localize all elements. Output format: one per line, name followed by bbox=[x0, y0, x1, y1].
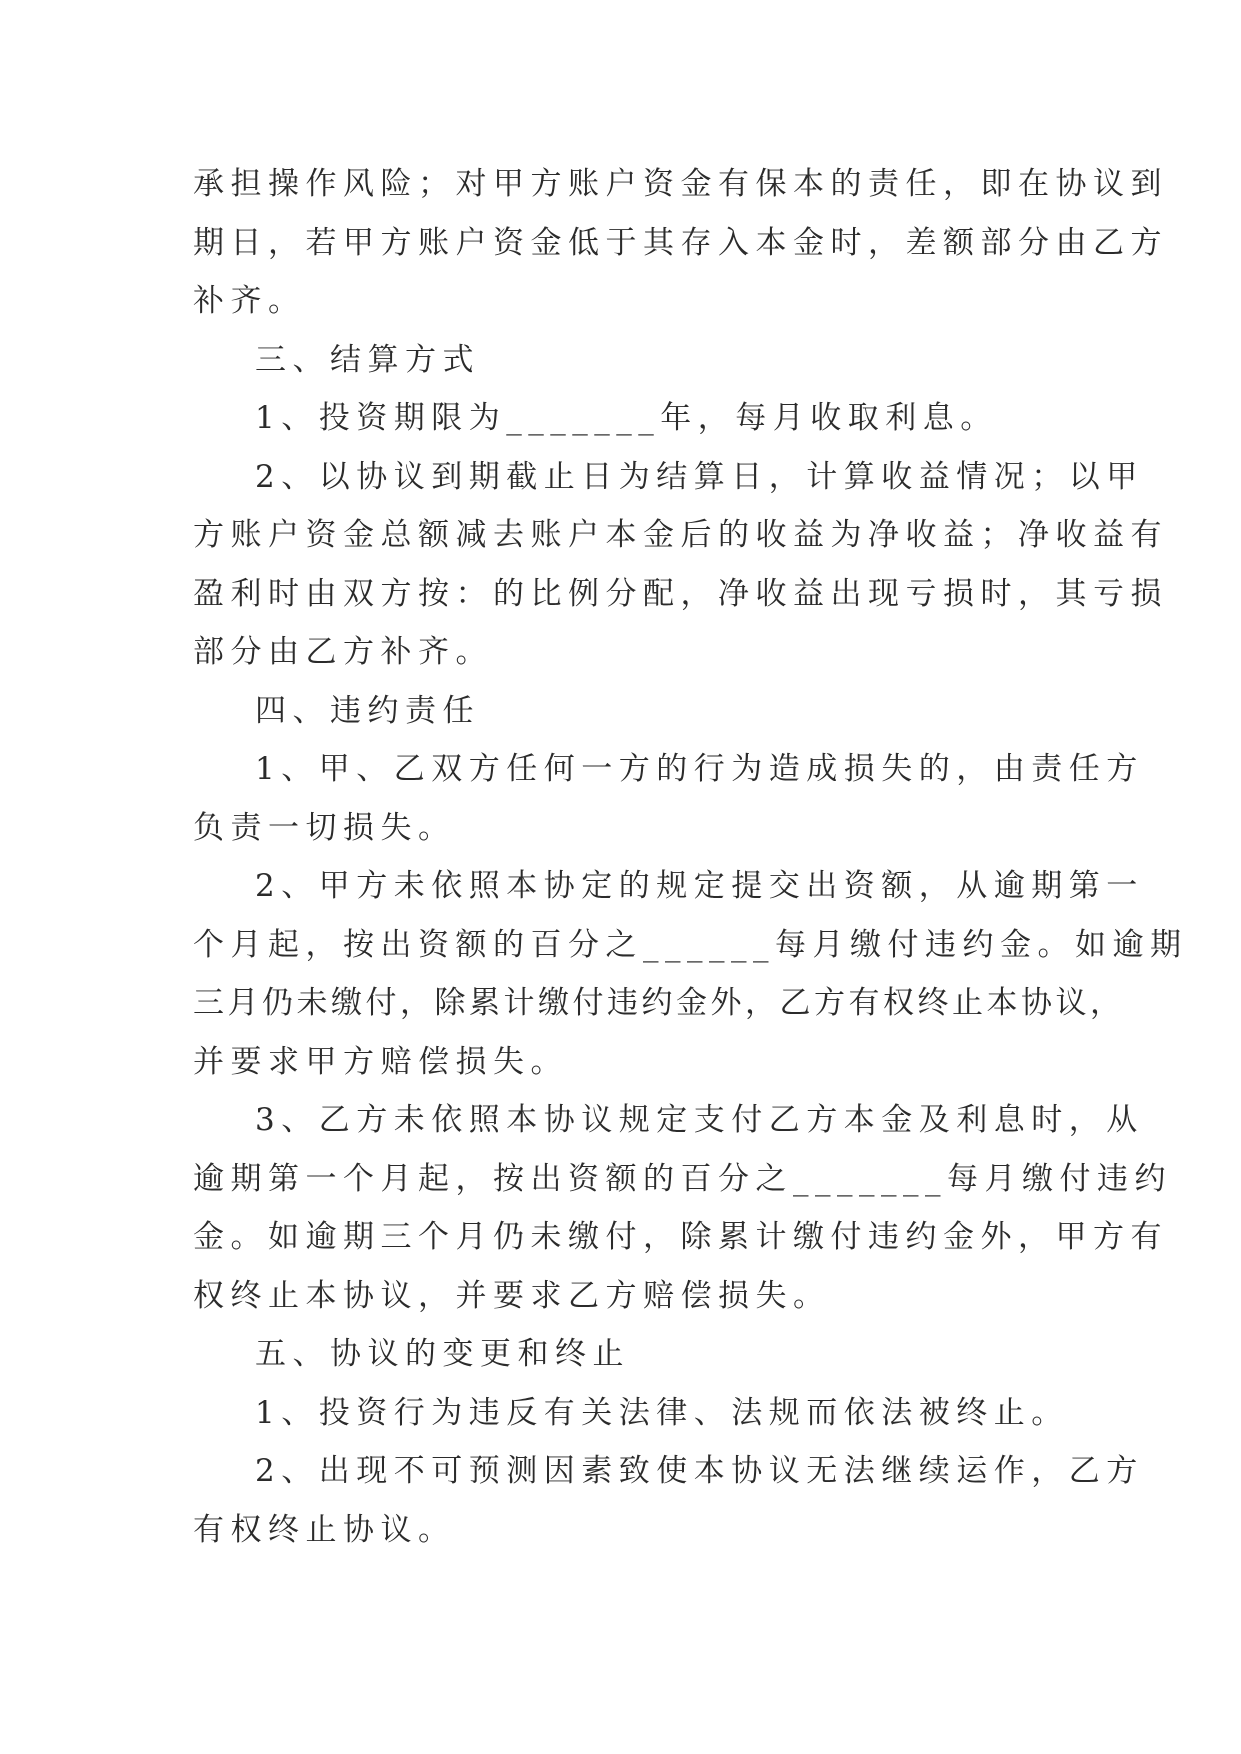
paragraph-line: 盈利时由双方按：的比例分配，净收益出现亏损时，其亏损 bbox=[193, 575, 1168, 612]
paragraph-line: 方账户资金总额减去账户本金后的收益为净收益；净收益有 bbox=[193, 517, 1168, 553]
document-body bbox=[193, 155, 1188, 1559]
paragraph-line: 1、甲、乙双方任何一方的行为造成损失的，由责任方 bbox=[255, 751, 1144, 787]
paragraph-line: 3、乙方未依照本协议规定支付乙方本金及利息时，从 bbox=[255, 1102, 1144, 1138]
paragraph-line: 有权终止协议。 bbox=[193, 1511, 456, 1548]
paragraph-line: 1、投资行为违反有关法律、法规而依法被终止。 bbox=[255, 1394, 1069, 1431]
paragraph-line: 个月起，按出资额的百分之______每月缴付违约金。如逾期 bbox=[193, 926, 1188, 963]
paragraph-line: 权终止本协议，并要求乙方赔偿损失。 bbox=[193, 1277, 831, 1314]
section-heading: 五、协议的变更和终止 bbox=[255, 1336, 630, 1372]
paragraph-line: 1、投资期限为_______年，每月收取利息。 bbox=[255, 400, 998, 436]
paragraph-line: 期日，若甲方账户资金低于其存入本金时，差额部分由乙方 bbox=[193, 224, 1168, 261]
paragraph-line: 2、甲方未依照本协定的规定提交出资额，从逾期第一 bbox=[255, 868, 1144, 904]
paragraph-line: 承担操作风险；对甲方账户资金有保本的责任，即在协议到 bbox=[193, 166, 1168, 202]
paragraph-line: 2、出现不可预测因素致使本协议无法继续运作，乙方 bbox=[255, 1453, 1144, 1489]
paragraph-line: 补齐。 bbox=[193, 283, 306, 319]
paragraph-line: 负责一切损失。 bbox=[193, 809, 456, 846]
paragraph-line: 逾期第一个月起，按出资额的百分之_______每月缴付违约 bbox=[193, 1160, 1172, 1197]
paragraph-line: 三月仍未缴付，除累计缴付违约金外，乙方有权终止本协议， bbox=[193, 985, 1125, 1021]
section-heading: 四、违约责任 bbox=[255, 692, 480, 729]
paragraph-line: 金。如逾期三个月仍未缴付，除累计缴付违约金外，甲方有 bbox=[193, 1219, 1168, 1255]
section-heading: 三、结算方式 bbox=[255, 341, 480, 378]
paragraph-line: 部分由乙方补齐。 bbox=[193, 634, 493, 670]
paragraph-line: 2、以协议到期截止日为结算日，计算收益情况；以甲 bbox=[255, 458, 1144, 495]
paragraph-line: 并要求甲方赔偿损失。 bbox=[193, 1043, 568, 1080]
